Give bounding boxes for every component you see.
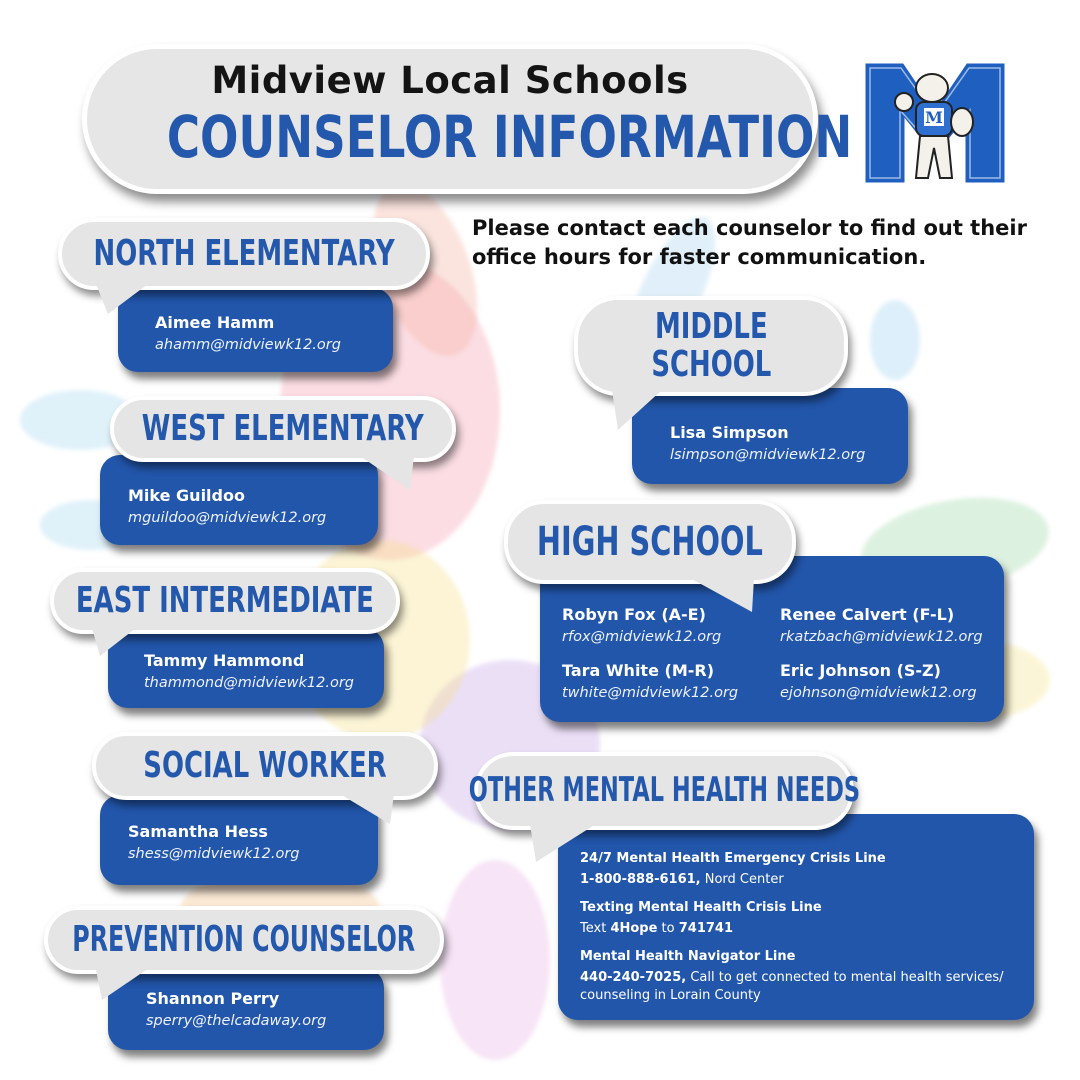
svg-text:M: M xyxy=(925,108,943,127)
counselor-email[interactable]: thammond@midviewk12.org xyxy=(144,675,355,691)
bubble-tail xyxy=(96,284,148,314)
social-worker-card xyxy=(100,795,378,885)
midview-m-mascot-logo xyxy=(860,58,1010,188)
counselor-name: Aimee Hamm xyxy=(155,313,275,332)
high-school-counselor: Eric Johnson (S-Z) ejohnson@midviewk12.org xyxy=(780,661,977,701)
counselor-name: Tammy Hammond xyxy=(144,651,305,670)
prevention-counselor-heading: PREVENTION COUNSELOR xyxy=(44,906,444,974)
counselor-email[interactable]: shess@midviewk12.org xyxy=(128,846,300,862)
intro-message: Please contact each counselor to find out their office hours for faster communication. xyxy=(472,216,1027,269)
middle-school-heading: MIDDLE SCHOOL xyxy=(574,296,848,396)
west-elementary-card xyxy=(100,455,378,545)
middle-school-card xyxy=(632,388,908,484)
counselor-email[interactable]: lsimpson@midviewk12.org xyxy=(670,447,866,463)
prevention-counselor-card xyxy=(108,968,384,1050)
east-intermediate-card xyxy=(108,628,384,708)
district-name: Midview Local Schools xyxy=(211,59,689,102)
bubble-tail xyxy=(96,970,146,1000)
logo-icon xyxy=(860,58,1010,188)
north-elementary-card xyxy=(118,288,393,372)
counselor-email[interactable]: ahamm@midviewk12.org xyxy=(155,337,341,353)
east-intermediate-heading: EAST INTERMEDIATE xyxy=(50,568,400,634)
mental-health-card xyxy=(558,814,1034,1020)
north-elementary-heading: NORTH ELEMENTARY xyxy=(58,218,430,290)
mental-health-heading: OTHER MENTAL HEALTH NEEDS xyxy=(474,752,854,830)
counselor-email[interactable]: sperry@thelcadaway.org xyxy=(146,1013,327,1029)
bubble-tail xyxy=(92,628,136,656)
title-banner xyxy=(82,44,853,194)
crisis-line-item: 24/7 Mental Health Emergency Crisis Line 1-800-888-6161, Nord Center xyxy=(580,851,886,887)
bubble-tail xyxy=(340,794,394,824)
counselor-name: Lisa Simpson xyxy=(670,423,789,442)
high-school-heading: HIGH SCHOOL xyxy=(504,500,796,584)
bubble-tail xyxy=(360,456,414,490)
high-school-counselor: Tara White (M-R) twhite@midviewk12.org xyxy=(562,661,739,701)
counselor-name: Mike Guildoo xyxy=(128,486,245,505)
text-line-item: Texting Mental Health Crisis Line Text 4Hope to 741741 xyxy=(580,900,822,936)
counselor-name: Samantha Hess xyxy=(128,822,268,841)
pink-smear xyxy=(440,860,550,1060)
high-school-counselor: Renee Calvert (F-L) rkatzbach@midviewk12.org xyxy=(780,605,983,645)
bubble-tail xyxy=(612,390,662,430)
bubble-tail xyxy=(690,578,754,612)
page-title: COUNSELOR INFORMATION xyxy=(166,103,853,171)
social-worker-heading: SOCIAL WORKER xyxy=(92,732,438,800)
blue-fingertip xyxy=(870,300,920,380)
west-elementary-heading: WEST ELEMENTARY xyxy=(110,396,456,462)
navigator-line-item: Mental Health Navigator Line 440-240-7025, Call to get connected to mental health services/ counseling in Lorain County xyxy=(580,949,1004,1003)
high-school-counselor-grid xyxy=(562,604,1004,704)
high-school-counselor: Robyn Fox (A-E) rfox@midviewk12.org xyxy=(562,605,722,645)
counselor-name: Shannon Perry xyxy=(146,989,280,1008)
counselor-email[interactable]: mguildoo@midviewk12.org xyxy=(128,510,327,526)
bubble-tail xyxy=(530,824,596,862)
